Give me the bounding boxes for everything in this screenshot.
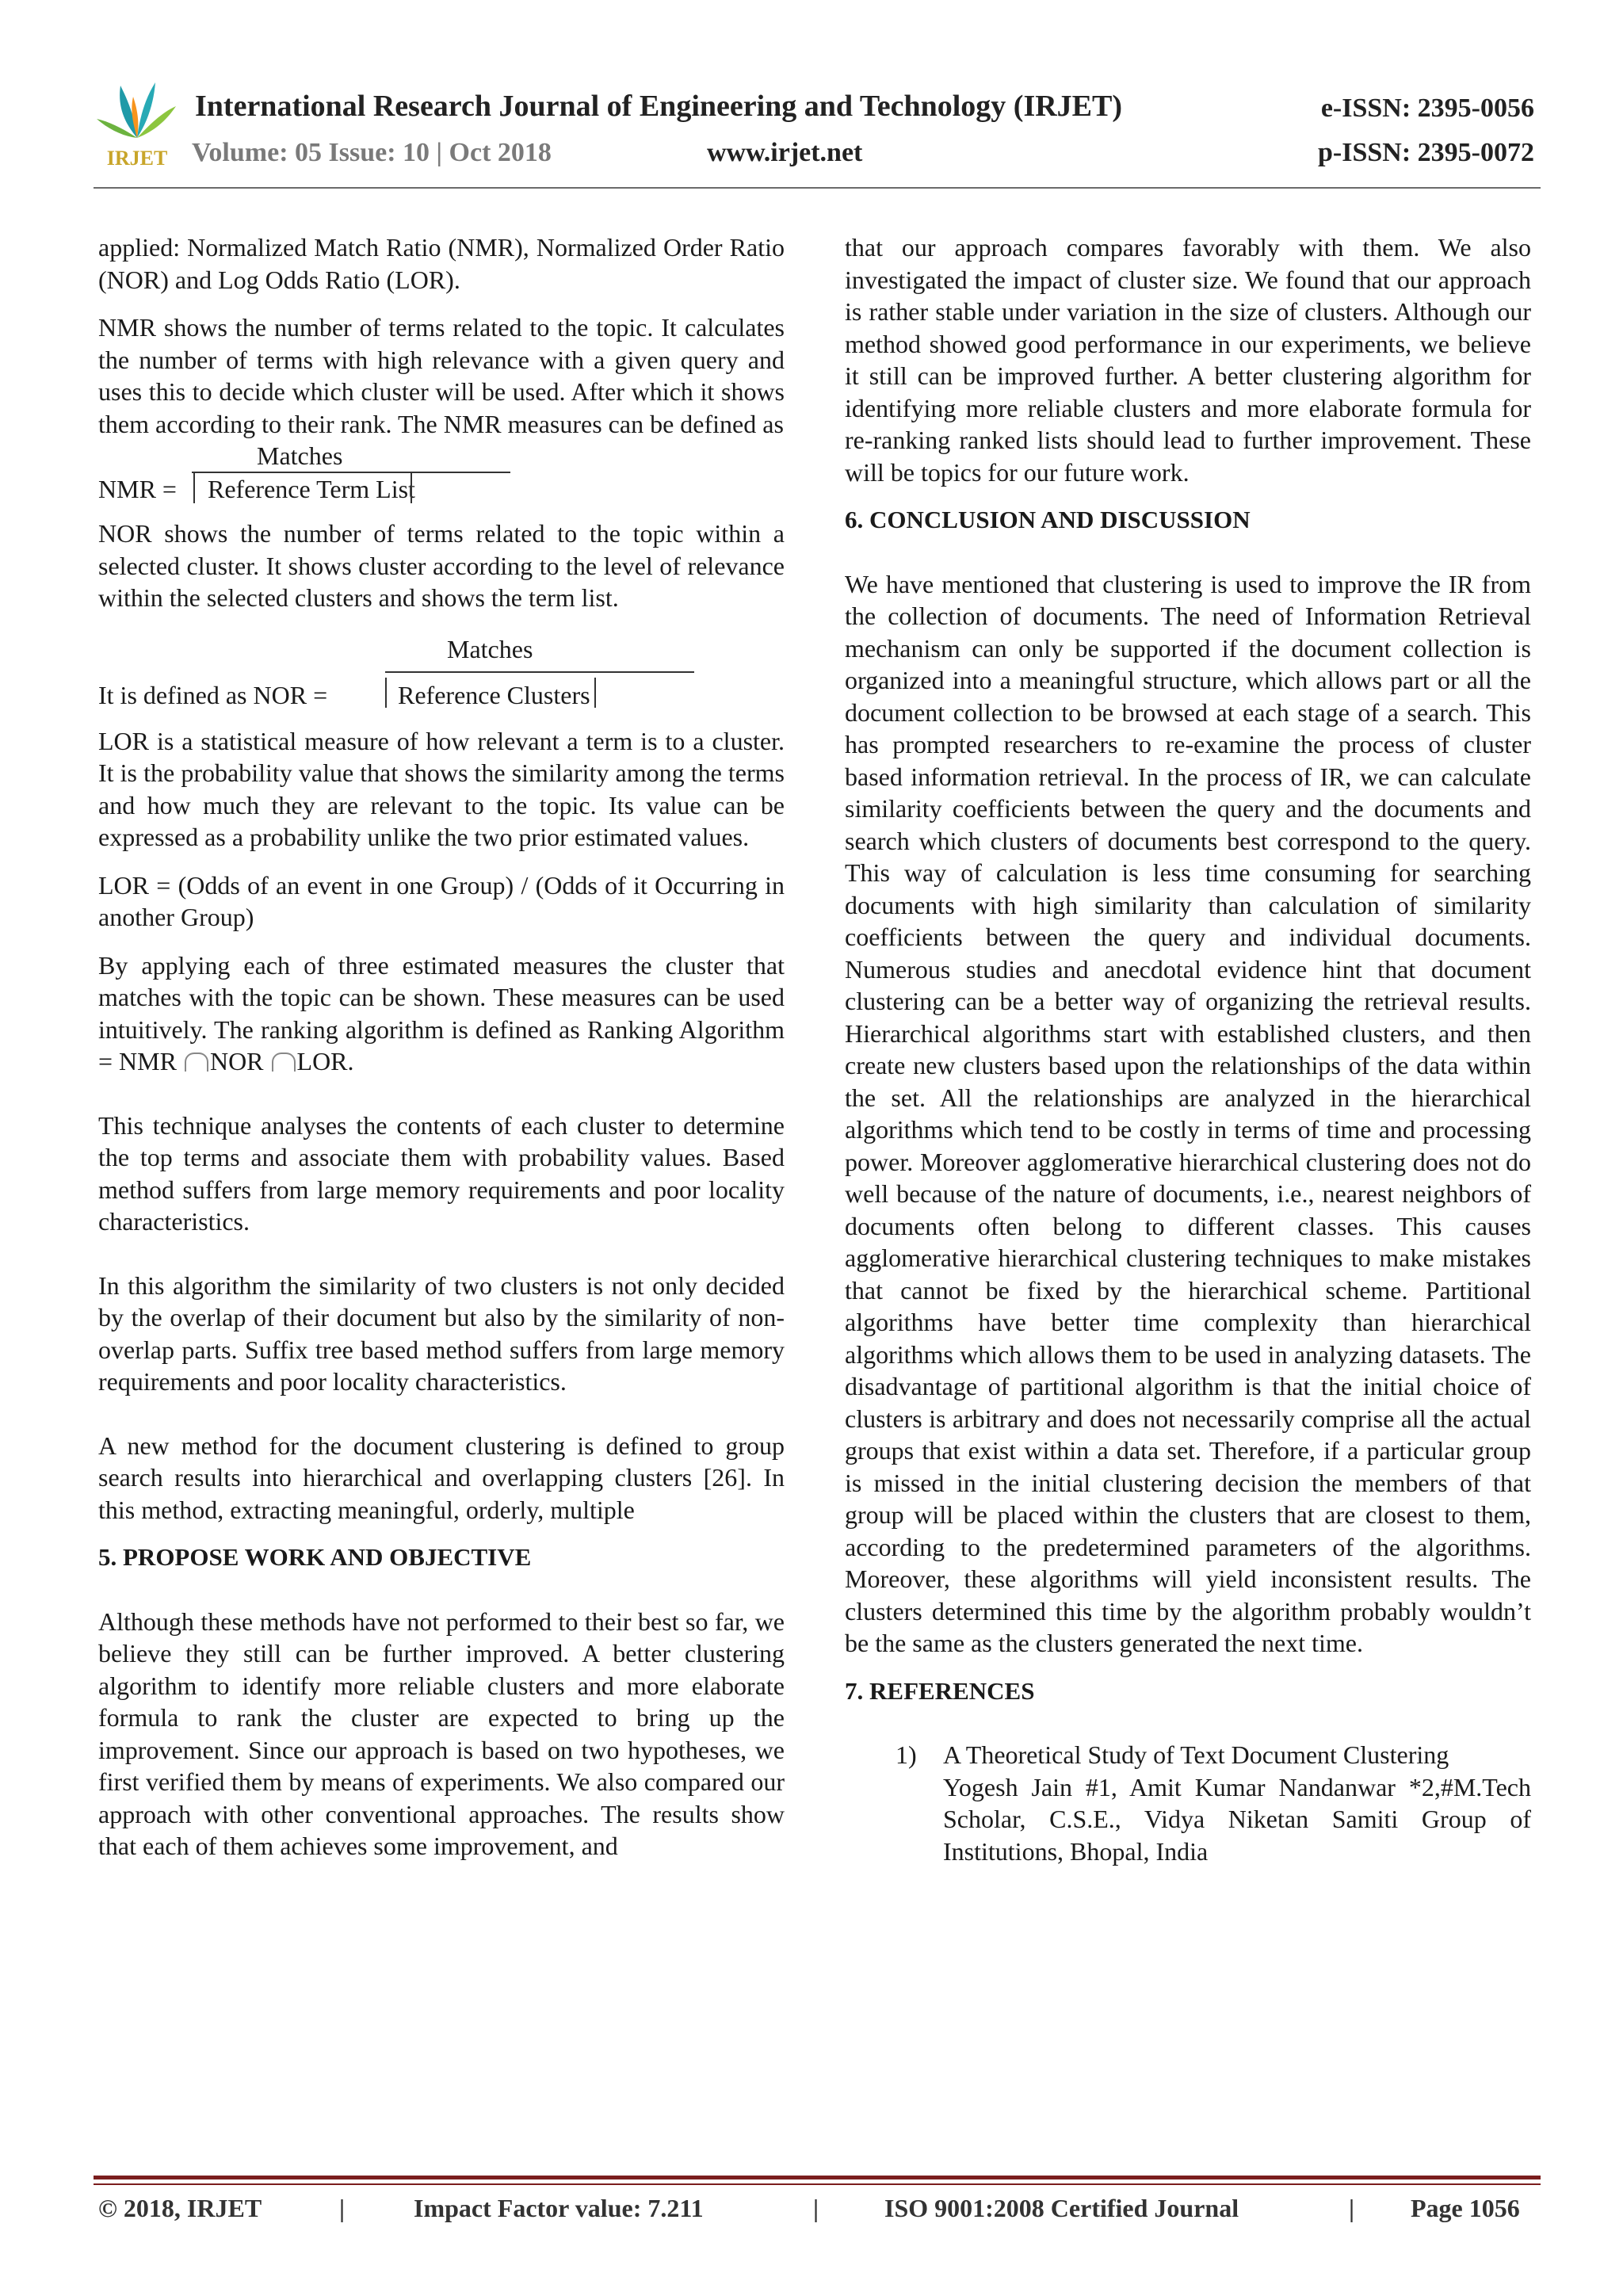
fraction-bar [594,678,596,708]
paragraph [98,949,785,1078]
footer-separator: | [813,2194,819,2222]
nmr-formula [98,440,785,502]
paragraph: A new method for the document clustering is defined to group search results into hierarchical and overlapping clusters [26]. In this method, extracting meaningful, orderly, multiple [98,1431,785,1524]
svg-text:IRJET: IRJET [106,147,168,170]
fraction-bar [193,473,195,503]
nor-label: It is defined as NOR = [98,680,328,709]
paragraph: This technique analyses the contents of each cluster to determine the top terms and associate them with probability values. Based method suffers from large memory requirements and poor locality characteristics. [98,1110,785,1236]
footer-copyright: © 2018, IRJET [98,2194,262,2222]
fraction-bar [411,473,412,503]
journal-website: www.irjet.net [707,138,863,167]
paragraph: applied: Normalized Match Ratio (NMR), Normalized Order Ratio (NOR) and Log Odds Ratio (LOR). [98,233,785,294]
ranking-nor: NOR [209,1047,264,1075]
footer-separator: | [339,2194,346,2222]
section-heading-7: 7. REFERENCES [845,1676,1035,1705]
reference-title: A Theoretical Study of Text Document Clustering [943,1740,1449,1769]
journal-title: International Research Journal of Engineering and Technology (IRJET) [195,90,1123,123]
ranking-lor: LOR. [296,1047,354,1075]
reference-authors: Yogesh Jain #1, Amit Kumar Nandanwar *2,#M.Tech Scholar, C.S.E., Vidya Niketan Samiti Group of Institutions, Bhopal, India [943,1772,1531,1866]
section-heading-5: 5. PROPOSE WORK AND OBJECTIVE [98,1543,532,1571]
reference-number: 1) [896,1740,917,1769]
footer-impact-factor: Impact Factor value: 7.211 [414,2194,704,2222]
nor-denominator: Reference Clusters [398,680,590,709]
paragraph: NOR shows the number of terms related to the topic within a selected cluster. It shows cluster according to the level of relevance within the selected clusters and shows the term list. [98,519,785,612]
e-issn: e-ISSN: 2395-0056 [1320,94,1534,123]
left-column [98,231,785,1862]
intersection-symbol [272,1052,296,1072]
irjet-logo [94,76,181,171]
paragraph: Although these methods have not performed to their best so far, we believe they still can be further improved. A better clustering algorithm to identify more reliable clusters and more elaborate formula to rank the cluster are expected to bring up the improvement. Since our approach is based on two hypotheses, we first verified them by means of experiments. We also compared our approach with other conventional approaches. The results show that each of them achieves some improvement, and [98,1606,785,1860]
p-issn: p-ISSN: 2395-0072 [1318,138,1534,167]
footer-page-number: Page 1056 [1411,2194,1520,2222]
right-column [845,231,1531,1867]
intersection-symbol [185,1052,208,1072]
reference-item [845,1739,1531,1867]
nmr-denominator: Reference Term List [208,475,415,503]
paragraph: that our approach compares favorably with them. We also investigated the impact of cluster size. We found that our approach is rather stable under variation in the size of clusters. Although our method showed good performance in our experiments, we believe it still can be improved further. A better clustering algorithm for identifying more reliable clusters and more elaborate formula for re-ranking ranked lists should lead to further improvement. These will be topics for our future work. [845,233,1531,487]
paragraph: We have mentioned that clustering is used to improve the IR from the collection of documents. The need of Information Retrieval mechanism can only be supported if the document collection is organized into a meaningful structure, which allows part or all the document collection to be browsed at each stage of a search. This has prompted researchers to re-examine the process of cluster based information retrieval. In the process of IR, we can calculate similarity coefficients between the query and the documents and search which clusters of documents best correspond to the query. This way of calculation is less time consuming for searching documents with high similarity than calculation of similarity coefficients between the query and individual documents. Numerous studies and anecdotal evidence hint that document clustering can be a better way of organizing the retrieval results. Hierarchical algorithms start with established clusters, and then create new clusters based upon the relationships of the data within the set. All the relationships are analyzed in the hierarchical algorithms which tend to be costly in terms of time and processing power. Moreover agglomerative hierarchical clustering does not do well because of the nature of documents, i.e., nearest neighbors of documents often belong to different classes. This causes agglomerative hierarchical clustering techniques to make mistakes that cannot be fixed by the hierarchical scheme. Partitional algorithms have better time complexity than hierarchical algorithms which allows them to be used in analyzing datasets. The disadvantage of partitional algorithm is that the initial choice of clusters is arbitrary and does not necessarily comprise all the actual groups that exist within a data set. Therefore, if a particular group is missed in the initial clustering decision the members of that group will be placed within the clusters that are closest to them, according to the predetermined parameters of the algorithms. Moreover, these algorithms will yield inconsistent results. The clusters determined this time by the algorithm probably wouldn’t be the same as the clusters generated the next time. [845,569,1531,1657]
volume-issue: Volume: 05 Issue: 10 | Oct 2018 [192,138,552,167]
ranking-text: By applying each of three estimated measures the cluster that matches with the topic can be shown. These measures can be used intuitively. The ranking algorithm is defined as Ranking Algorithm = NMR [98,950,785,1075]
paragraph: LOR is a statistical measure of how relevant a term is to a cluster. It is the probability value that shows the similarity among the terms and how much they are relevant to the topic. Its value can be expressed as a probability unlike the two prior estimated values. [98,726,785,851]
nor-numerator: Matches [447,634,533,663]
footer-rule-thin [94,2183,1541,2185]
paragraph: In this algorithm the similarity of two clusters is not only decided by the overlap of their document but also by the similarity of non-overlap parts. Suffix tree based method suffers from large memory requirements and poor locality characteristics. [98,1270,785,1396]
footer-iso: ISO 9001:2008 Certified Journal [884,2194,1239,2222]
fraction-bar [385,678,387,708]
nmr-numerator: Matches [257,441,343,470]
nmr-label: NMR = [98,475,177,503]
footer-separator: | [1349,2194,1355,2222]
header-rule [94,187,1541,189]
fraction-line [385,671,694,673]
section-heading-6: 6. CONCLUSION AND DISCUSSION [845,506,1251,533]
nor-formula [98,630,785,709]
paragraph: LOR = (Odds of an event in one Group) / (Odds of it Occurring in another Group) [98,870,785,931]
paragraph: NMR shows the number of terms related to the topic. It calculates the number of terms with high relevance with a given query and uses this to decide which cluster will be used. After which it shows them according to their rank. The NMR measures can be defined as [98,313,785,438]
footer-rule [94,2176,1541,2179]
